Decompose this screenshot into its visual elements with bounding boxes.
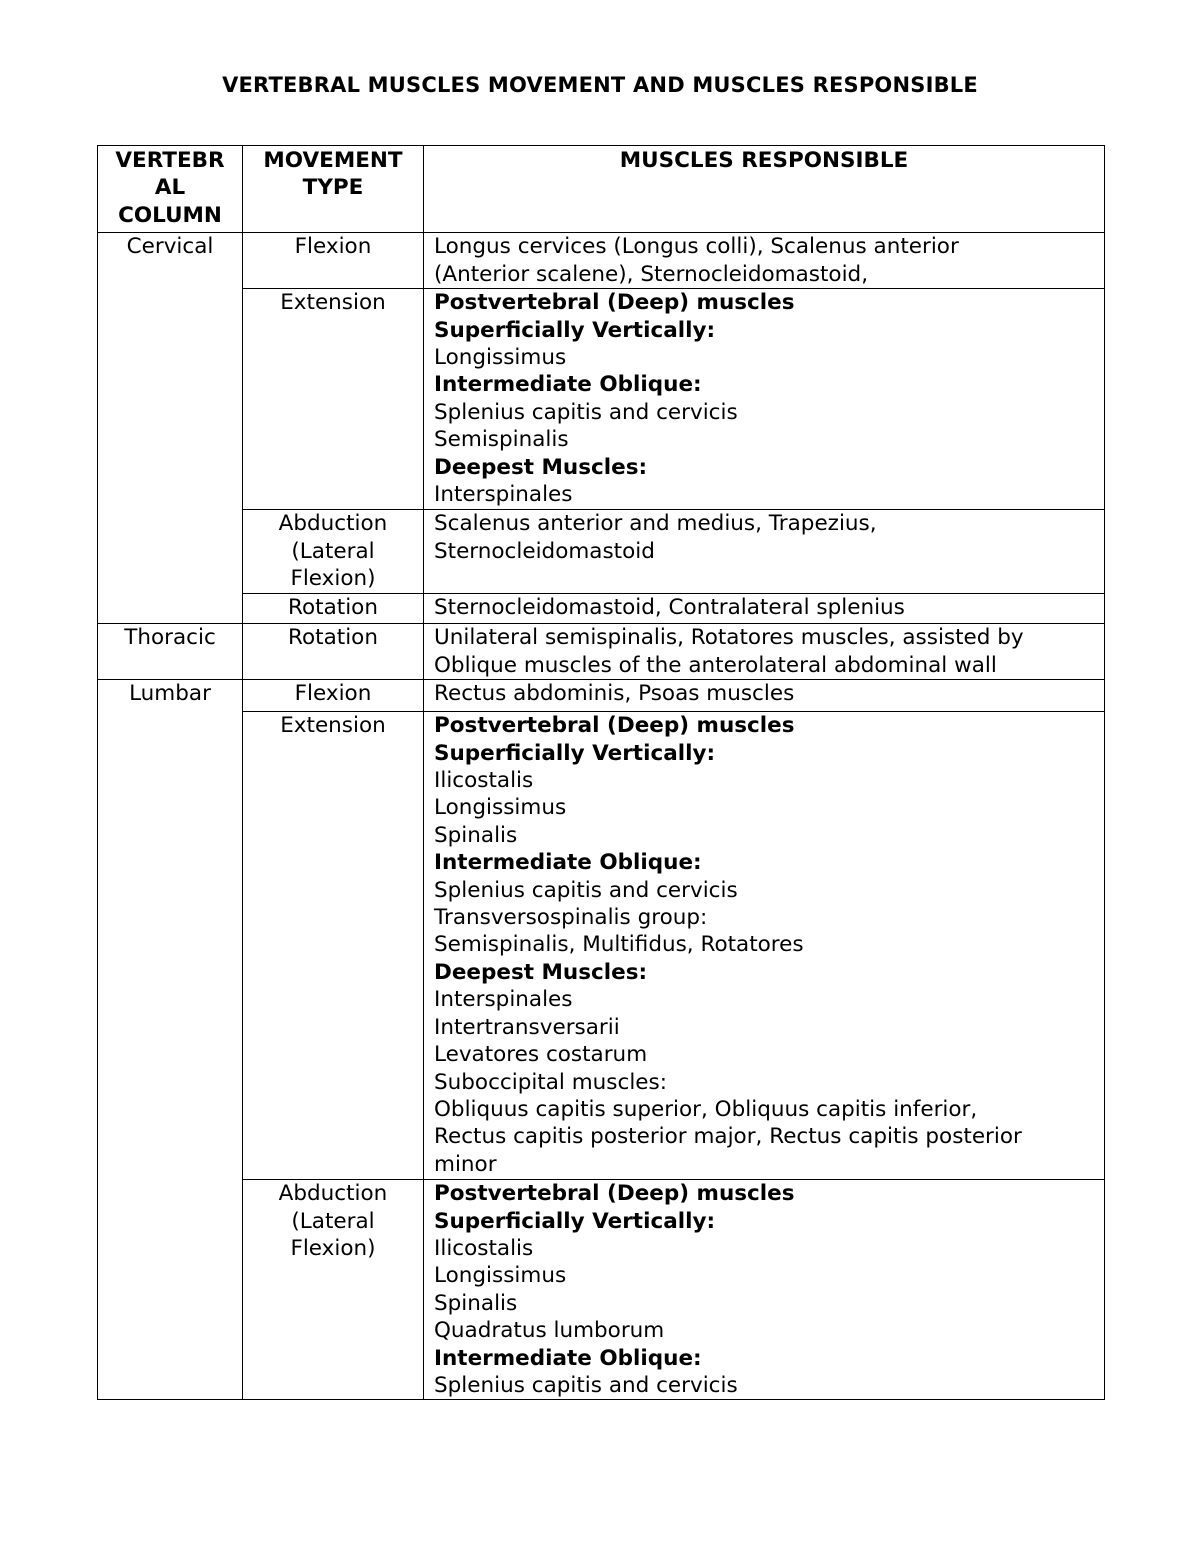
movement-label: Flexion) [290, 566, 376, 592]
muscle-group-heading: Postvertebral (Deep) muscles [434, 1181, 795, 1207]
movement-label: Flexion [294, 681, 372, 707]
muscle-group-heading: Intermediate Oblique: [434, 850, 702, 876]
muscle-group-heading: Postvertebral (Deep) muscles [434, 290, 795, 316]
muscle-line: Ilicostalis [434, 1236, 534, 1262]
muscles-cell [424, 712, 1105, 1180]
header-text: MUSCLES RESPONSIBLE [619, 148, 909, 173]
muscle-group-heading: Superficially Vertically: [434, 740, 716, 766]
table-row-lumbar-extension [98, 712, 1105, 1180]
movement-label: (Lateral [291, 1208, 375, 1234]
muscle-line: Rectus capitis posterior major, Rectus capitis posterior [434, 1124, 1022, 1150]
table-row-cervical-rotation [98, 594, 1105, 624]
muscles-cell [424, 624, 1105, 680]
header-movement-type [243, 146, 424, 233]
header-muscles-responsible [424, 146, 1105, 233]
muscle-line: Semispinalis, Multifidus, Rotatores [434, 932, 804, 958]
muscle-line: Longissimus [434, 345, 567, 371]
muscles-cell [424, 594, 1105, 624]
muscle-line: Interspinales [434, 482, 573, 508]
region-label: Lumbar [129, 681, 211, 707]
movement-cell [243, 510, 424, 594]
header-text: AL [154, 175, 186, 201]
muscle-line: Splenius capitis and cervicis [434, 399, 738, 425]
muscle-line: Interspinales [434, 987, 573, 1013]
muscle-group-heading: Intermediate Oblique: [434, 372, 702, 398]
muscles-cell [424, 289, 1105, 510]
muscle-group-heading: Superficially Vertically: [434, 317, 716, 343]
table-row-cervical-flexion [98, 233, 1105, 289]
movement-cell [243, 233, 424, 289]
muscle-line: Longissimus [434, 1263, 567, 1289]
movement-cell [243, 289, 424, 510]
muscle-line: Quadratus lumborum [434, 1318, 665, 1344]
muscle-line: Intertransversarii [434, 1014, 620, 1040]
muscle-line: Longus cervices (Longus colli), Scalenus anterior [434, 234, 959, 260]
movement-cell [243, 712, 424, 1180]
muscle-line: Unilateral semispinalis, Rotatores muscles, assisted by [434, 625, 1024, 651]
muscle-line: Levatores costarum [434, 1042, 648, 1068]
table-row-cervical-abduction [98, 510, 1105, 594]
muscle-group-heading: Deepest Muscles: [434, 959, 648, 985]
muscle-group-heading: Deepest Muscles: [434, 454, 648, 480]
muscle-line: Suboccipital muscles: [434, 1069, 667, 1095]
muscles-cell [424, 1180, 1105, 1400]
page-title: VERTEBRAL MUSCLES MOVEMENT AND MUSCLES RESPONSIBLE [222, 73, 978, 97]
muscle-line: Sternocleidomastoid, Contralateral splenius [434, 595, 905, 621]
header-text: TYPE [302, 175, 364, 201]
movement-cell [243, 1180, 424, 1400]
region-cell-lumbar [98, 680, 243, 1400]
muscle-line: Rectus abdominis, Psoas muscles [434, 681, 795, 707]
region-label: Cervical [126, 234, 214, 260]
table-row-lumbar-flexion [98, 680, 1105, 712]
muscle-line: Obliquus capitis superior, Obliquus capitis inferior, [434, 1096, 978, 1122]
muscle-group-heading: Superficially Vertically: [434, 1208, 716, 1234]
table-row-lumbar-abduction [98, 1180, 1105, 1400]
muscle-group-heading: Intermediate Oblique: [434, 1345, 702, 1371]
movement-label: Extension [280, 713, 386, 739]
movement-label: (Lateral [291, 538, 375, 564]
table-row-thoracic-rotation [98, 624, 1105, 680]
movement-label: Rotation [288, 595, 378, 621]
movement-cell [243, 680, 424, 712]
muscle-line: Splenius capitis and cervicis [434, 877, 738, 903]
header-text: COLUMN [118, 202, 222, 228]
muscle-group-heading: Postvertebral (Deep) muscles [434, 713, 795, 739]
muscle-line: Semispinalis [434, 427, 569, 453]
muscle-line: Scalenus anterior and medius, Trapezius, [434, 511, 877, 537]
muscle-line: Spinalis [434, 1290, 518, 1316]
header-row [98, 146, 1105, 233]
header-vertebral-column [98, 146, 243, 233]
muscle-line: Oblique muscles of the anterolateral abdominal wall [434, 652, 997, 678]
muscle-line: Transversospinalis group: [434, 905, 708, 931]
region-cell-cervical [98, 233, 243, 624]
muscle-line: Ilicostalis [434, 768, 534, 794]
region-label: Thoracic [124, 625, 216, 651]
muscle-line: (Anterior scalene), Sternocleidomastoid, [434, 261, 869, 287]
muscles-cell [424, 233, 1105, 289]
muscles-cell [424, 680, 1105, 712]
muscles-table [97, 145, 1105, 1400]
movement-cell [243, 624, 424, 680]
header-text: MOVEMENT [263, 148, 403, 173]
movement-cell [243, 594, 424, 624]
table-row-cervical-extension [98, 289, 1105, 510]
movement-label: Flexion [294, 234, 372, 260]
muscle-line: Spinalis [434, 822, 518, 848]
muscles-cell [424, 510, 1105, 594]
movement-label: Rotation [288, 625, 378, 651]
region-cell-thoracic [98, 624, 243, 680]
movement-label: Flexion) [290, 1236, 376, 1262]
header-text: VERTEBR [115, 148, 225, 173]
muscle-line: minor [434, 1151, 497, 1177]
muscle-line: Splenius capitis and cervicis [434, 1373, 738, 1399]
muscle-line: Longissimus [434, 795, 567, 821]
movement-label: Abduction [278, 511, 388, 537]
muscle-line: Sternocleidomastoid [434, 538, 655, 564]
movement-label: Abduction [278, 1181, 388, 1207]
movement-label: Extension [280, 290, 386, 316]
